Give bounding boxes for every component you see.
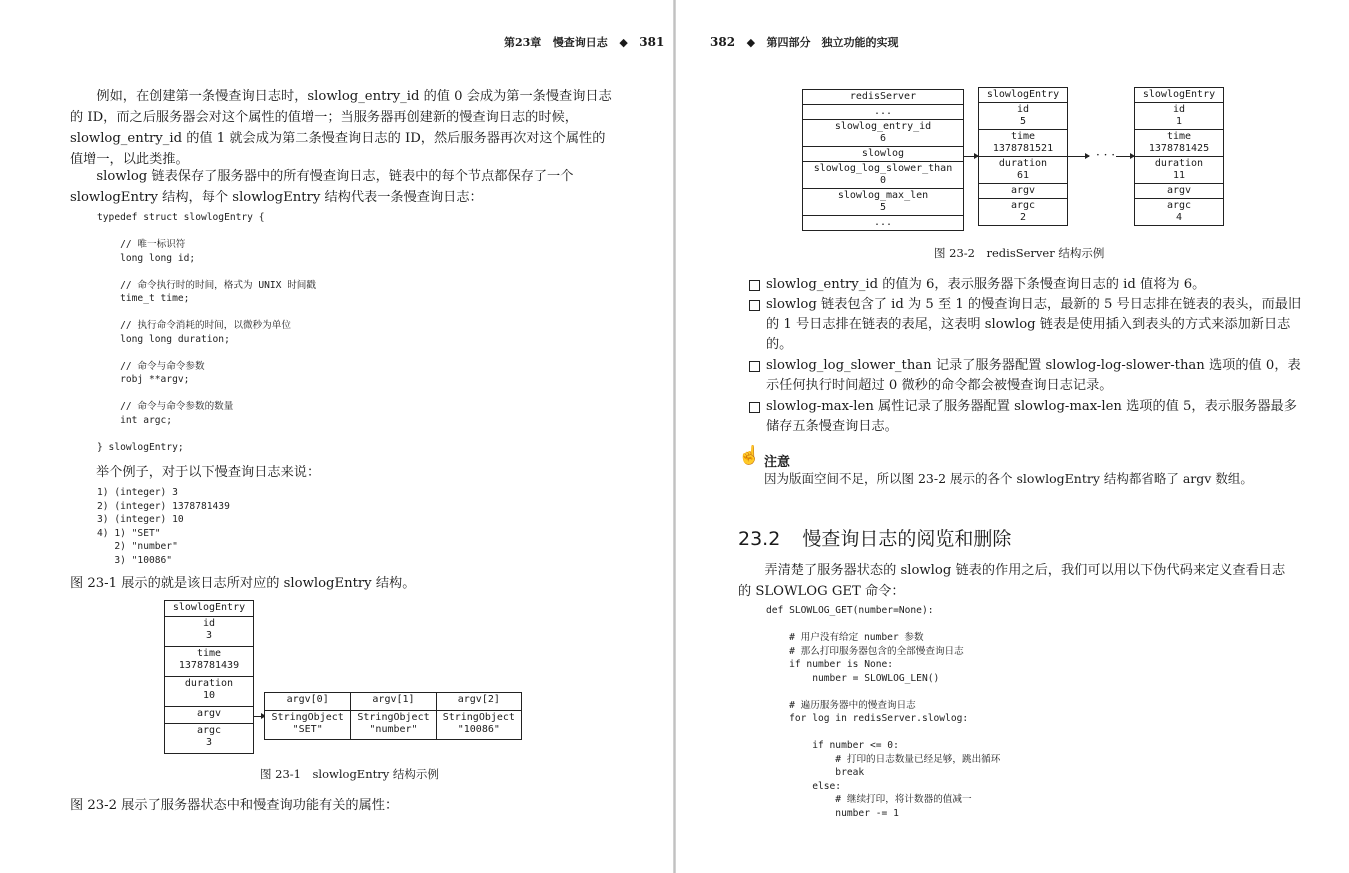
hand-pointer-icon: ☝	[738, 445, 761, 466]
header-diamond: ◆	[619, 36, 628, 49]
code-line	[766, 618, 1000, 632]
code-line: 1) (integer) 3	[97, 487, 178, 498]
diagram-cell: argv	[165, 706, 253, 723]
diagram-cell: slowlogEntry	[986, 89, 1060, 100]
diagram-cell: time 1378781521	[979, 129, 1067, 156]
right-page	[676, 0, 1349, 873]
left-running-header	[504, 34, 664, 50]
code-line: // 执行命令消耗的时间，以微秒为单位	[97, 320, 291, 331]
diagram-cell: ...	[803, 104, 963, 119]
code-line: def SLOWLOG_GET(number=None):	[766, 605, 934, 616]
arrow-slowlog	[963, 156, 978, 157]
code-line	[97, 306, 316, 320]
bullet-item	[766, 356, 1306, 396]
argv-header-cell: argv[2]	[436, 693, 521, 711]
diagram-cell: slowlog_max_len 5	[803, 188, 963, 215]
header-diamond: ◆	[746, 36, 756, 49]
diagram-cell: ...	[803, 215, 963, 230]
code-block-struct	[97, 211, 316, 454]
left-page	[0, 0, 674, 873]
bullet-text: slowlog 链表包含了 id 为 5 至 1 的慢查询日志，最新的 5 号日志排在链表的表头，而最旧的 1 号日志排在链表的表尾，这表明 slowlog 链表是使用插入到表头的方式来添加新日志的。	[766, 297, 1302, 352]
figure-2-redis-server	[802, 89, 964, 231]
bullet-item	[766, 295, 1306, 355]
figure-2-entry-last	[1134, 87, 1224, 226]
page-number: 382	[710, 35, 736, 49]
diagram-cell: argv	[979, 183, 1067, 198]
figure-1-slowlog-entry	[164, 600, 254, 754]
code-line: break	[766, 767, 865, 778]
diagram-cell: slowlog_entry_id 6	[803, 119, 963, 146]
code-line: 2) (integer) 1378781439	[97, 500, 230, 512]
figure-1-intro: 图 23-1 展示的就是该日志所对应的 slowlogEntry 结构。	[70, 576, 416, 591]
code-line: int argc;	[97, 414, 173, 426]
code-line: if number is None:	[766, 659, 894, 670]
code-line: number -= 1	[766, 807, 899, 819]
diagram-cell: id 5	[979, 102, 1067, 129]
code-line: # 打印的日志数量已经足够，跳出循环	[766, 753, 1001, 765]
argv-value-cell: StringObject "10086"	[436, 711, 521, 739]
diagram-cell: redisServer	[849, 91, 917, 102]
code-line: 2) "number"	[97, 541, 178, 552]
diagram-cell: time 1378781425	[1135, 129, 1223, 156]
diagram-cell: slowlog	[803, 146, 963, 161]
diagram-cell: time 1378781439	[165, 646, 253, 676]
arrow-entry-next	[1067, 156, 1089, 157]
code-line: 3) (integer) 10	[97, 514, 184, 525]
code-line	[97, 225, 316, 239]
checkbox-square-icon	[749, 280, 760, 291]
argv-value-cell: StringObject "SET"	[271, 712, 344, 735]
paragraph-2: slowlog 链表保存了服务器中的所有慢查询日志，链表中的每个节点都保存了一个 slowlogEntry 结构，每个 slowlogEntry 结构代表一条慢查询日志：	[70, 169, 574, 205]
diagram-cell: slowlogEntry	[1142, 89, 1216, 100]
paragraph-1: 例如，在创建第一条慢查询日志时，slowlog_entry_id 的值 0 会成为第一条慢查询日志的 ID，而之后服务器会对这个属性的值增一；当服务器再创建新的慢查询日志的时候，slowlog_entry_id 的值 1 就会成为第二条慢查询日志的 ID，然后服务器再次对这个属性的值增一，以此类推。	[70, 89, 612, 167]
example-intro: 举个例子，对于以下慢查询日志来说：	[96, 465, 321, 480]
checkbox-square-icon	[749, 300, 760, 311]
code-line: # 继续打印，将计数器的值减一	[766, 794, 972, 805]
figure-2-entry-first	[978, 87, 1068, 226]
code-line: if number <= 0:	[766, 740, 899, 751]
code-line	[97, 427, 316, 441]
code-line	[766, 685, 1000, 699]
code-line: # 那么打印服务器包含的全部慢查询日志	[766, 645, 964, 657]
figure-1-argv-array	[264, 692, 522, 740]
diagram-cell: duration 11	[1135, 156, 1223, 183]
code-line	[97, 265, 316, 279]
code-line: typedef struct slowlogEntry {	[97, 212, 265, 223]
code-line: // 命令与命令参数	[97, 360, 205, 372]
code-line: // 唯一标识符	[97, 239, 186, 250]
figure-1-caption: 图 23-1 slowlogEntry 结构示例	[260, 767, 439, 781]
code-line: time_t time;	[97, 293, 190, 304]
code-line: # 用户没有给定 number 参数	[766, 632, 924, 643]
code-line: } slowlogEntry;	[97, 441, 184, 453]
page-number: 381	[639, 35, 665, 49]
note-label: 注意	[764, 455, 791, 470]
bullet-text: slowlog_entry_id 的值为 6，表示服务器下条慢查询日志的 id 值将为 6。	[766, 277, 1206, 292]
diagram-cell: slowlog_log_slower_than 0	[803, 161, 963, 188]
code-line: long long duration;	[97, 333, 230, 345]
code-line: long long id;	[97, 252, 196, 264]
part-title: 第四部分 独立功能的实现	[766, 36, 899, 49]
checkbox-square-icon	[749, 402, 760, 413]
code-line: // 命令与命令参数的数量	[97, 401, 234, 412]
arrow-entry-last	[1116, 156, 1134, 157]
section-title: 慢查询日志的阅览和删除	[802, 528, 1012, 550]
diagram-cell: argc 2	[979, 198, 1067, 225]
code-line	[766, 726, 1000, 740]
section-number: 23.2	[738, 528, 781, 550]
right-running-header	[710, 34, 899, 50]
diagram-cell: id 1	[1135, 102, 1223, 129]
code-block-example	[97, 486, 230, 567]
diagram-cell: argc 4	[1135, 198, 1223, 225]
diagram-cell: argv	[1135, 183, 1223, 198]
diagram-cell: slowlogEntry	[172, 602, 246, 613]
code-line: # 遍历服务器中的慢查询日志	[766, 699, 916, 711]
argv-value-cell: StringObject "number"	[350, 711, 435, 739]
argv-header-cell: argv[1]	[350, 693, 435, 711]
diagram-cell: duration 10	[165, 676, 253, 706]
code-line: robj **argv;	[97, 374, 190, 385]
code-line: 4) 1) "SET"	[97, 527, 161, 539]
bullet-text: slowlog_log_slower_than 记录了服务器配置 slowlog-log-slower-than 选项的值 0，表示任何执行时间超过 0 微秒的命令都会被慢查询日志记录。	[766, 358, 1301, 393]
diagram-cell: argc 3	[165, 723, 253, 753]
chapter-label: 第23章	[504, 36, 542, 49]
code-block-slowlog-get	[766, 604, 1000, 820]
figure-2-intro: 图 23-2 展示了服务器状态中和慢查询功能有关的属性：	[70, 798, 399, 813]
code-line	[97, 346, 316, 360]
code-line: else:	[766, 780, 842, 792]
bullet-item	[766, 397, 1306, 437]
diagram-cell: id 3	[165, 616, 253, 646]
argv-header-cell: argv[0]	[265, 693, 350, 711]
code-line: 3) "10086"	[97, 554, 173, 566]
note-text: 因为版面空间不足，所以图 23-2 展示的各个 slowlogEntry 结构都省略了 argv 数组。	[764, 471, 1253, 486]
section-paragraph: 弄清楚了服务器状态的 slowlog 链表的作用之后，我们可以用以下伪代码来定义查看日志的 SLOWLOG GET 命令：	[738, 563, 1286, 599]
ellipsis-dots: · · ·	[1096, 148, 1116, 162]
diagram-cell: duration 61	[979, 156, 1067, 183]
code-line: // 命令执行时的时间，格式为 UNIX 时间戳	[97, 279, 316, 291]
code-line: number = SLOWLOG_LEN()	[766, 672, 940, 684]
code-line	[97, 387, 316, 401]
figure-2-caption: 图 23-2 redisServer 结构示例	[934, 246, 1105, 260]
bullet-item	[766, 275, 1306, 295]
chapter-title: 慢查询日志	[552, 36, 608, 49]
checkbox-square-icon	[749, 361, 760, 372]
bullet-text: slowlog-max-len 属性记录了服务器配置 slowlog-max-len 选项的值 5，表示服务器最多储存五条慢查询日志。	[766, 399, 1297, 434]
code-line: for log in redisServer.slowlog:	[766, 713, 969, 724]
section-heading	[738, 524, 1011, 551]
